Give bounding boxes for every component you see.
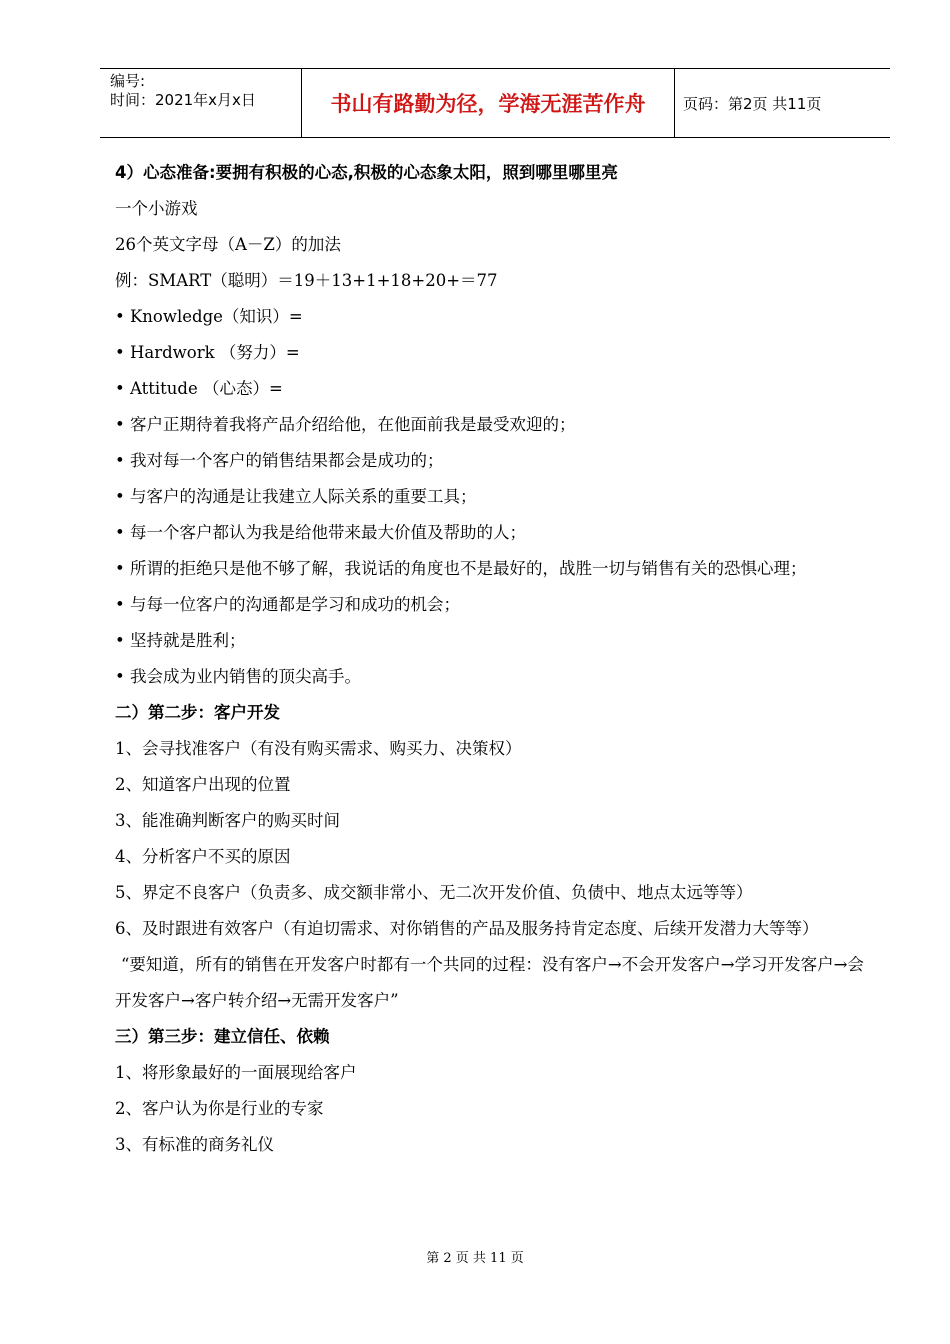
- step2-item: 6、及时跟进有效客户（有迫切需求、对你销售的产品及服务持肯定态度、后续开发潜力大等等）: [115, 919, 819, 938]
- list-item: • 客户正期待着我将产品介绍给他，在他面前我是最受欢迎的；: [115, 415, 576, 434]
- step3-item: 1、将形象最好的一面展现给客户: [115, 1063, 357, 1082]
- page-footer: 第 2 页 共 11 页: [426, 1251, 524, 1266]
- step2-item: 3、能准确判断客户的购买时间: [115, 811, 340, 830]
- step3-item: 2、客户认为你是行业的专家: [115, 1099, 324, 1118]
- list-item: • 坚持就是胜利；: [115, 631, 246, 650]
- step2-item: 5、界定不良客户（负责多、成交额非常小、无二次开发价值、负债中、地点太远等等）: [115, 883, 753, 902]
- example-line: 例：SMART（聪明）＝19＋13+1+18+20+＝77: [115, 271, 498, 290]
- list-item: • Hardwork （努力）=: [115, 343, 300, 362]
- step2-title: 二）第二步：客户开发: [115, 703, 280, 722]
- page-header: [100, 68, 890, 138]
- document-body: [115, 155, 880, 1163]
- number-label: 编号:: [110, 72, 146, 90]
- list-item: • 与客户的沟通是让我建立人际关系的重要工具；: [115, 487, 477, 506]
- game-rule: 26个英文字母（A－Z）的加法: [115, 235, 341, 254]
- step2-item: 1、会寻找准客户（有没有购买需求、购买力、决策权）: [115, 739, 522, 758]
- step3-title: 三）第三步：建立信任、依赖: [115, 1027, 330, 1046]
- list-item: • Attitude （心态）=: [115, 379, 283, 398]
- header-page-label: 页码：第2页 共11页: [683, 94, 822, 113]
- section4-title: 4）心态准备:要拥有积极的心态,积极的心态象太阳，照到哪里哪里亮: [115, 163, 618, 182]
- list-item: • 我会成为业内销售的顶尖高手。: [115, 667, 361, 686]
- list-item: • Knowledge（知识）=: [115, 307, 303, 326]
- step2-item: 4、分析客户不买的原因: [115, 847, 291, 866]
- list-item: • 每一个客户都认为我是给他带来最大价值及帮助的人；: [115, 523, 526, 542]
- list-item: • 与每一位客户的沟通都是学习和成功的机会；: [115, 595, 460, 614]
- time-label: 时间：2021年x月x日: [110, 91, 256, 109]
- list-item: • 我对每一个客户的销售结果都会是成功的；: [115, 451, 444, 470]
- step2-item: 2、知道客户出现的位置: [115, 775, 291, 794]
- game-title: 一个小游戏: [115, 199, 198, 218]
- header-meta: [100, 69, 302, 137]
- list-item-long: • 所谓的拒绝只是他不够了解，我说话的角度也不是最好的，战胜一切与销售有关的恐惧心理；: [115, 559, 807, 578]
- step3-item: 3、有标准的商务礼仪: [115, 1135, 274, 1154]
- header-motto: 书山有路勤为径，学海无涯苦作舟: [302, 69, 675, 137]
- quote-paragraph: “要知道，所有的销售在开发客户时都有一个共同的过程：没有客户→不会开发客户→学习开发客户→会开发客户→客户转介绍→无需开发客户”: [115, 955, 864, 1010]
